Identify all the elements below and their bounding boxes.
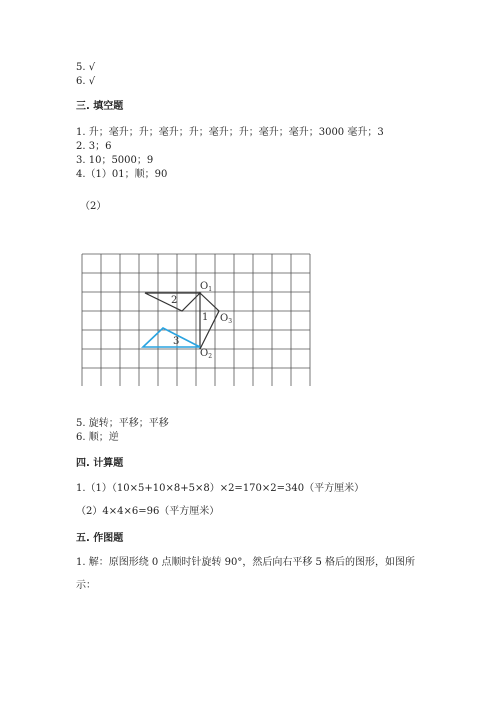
answer-line-fill-5: 5. 旋转；平移；平移 xyxy=(76,418,169,429)
answer-line-fill-4-part-2: （2） xyxy=(80,201,107,212)
answer-line-5: 5. √ xyxy=(76,62,96,73)
answer-line-fill-6: 6. 顺；逆 xyxy=(76,432,119,443)
shape-1-label: 1 xyxy=(202,312,209,323)
shape-3-outline xyxy=(143,328,200,347)
shape-2-label: 2 xyxy=(171,295,178,306)
section-heading-drawing: 五. 作图题 xyxy=(76,533,124,544)
answer-line-fill-2: 2. 3；6 xyxy=(76,141,112,152)
answer-line-fill-4: 4.（1）01；顺；90 xyxy=(76,169,168,180)
answer-line-calc-1: 1.（1）（10×5+10×8+5×8）×2=170×2=340（平方厘米） xyxy=(76,483,365,494)
grid-figure xyxy=(80,250,316,386)
shape-3-label: 3 xyxy=(173,336,180,347)
grid-lines xyxy=(82,254,310,386)
answer-line-draw-1-cont: 示： xyxy=(76,580,96,591)
answer-line-draw-1: 1. 解：原图形绕 0 点顺时针旋转 90°，然后向右平移 5 格后的图形，如图所 xyxy=(76,557,416,568)
point-o3-label: $O_3$ xyxy=(220,313,233,325)
answer-line-fill-1: 1. 升；毫升；升；毫升；升；毫升；升；毫升；毫升；3000 毫升；3 xyxy=(76,127,384,138)
answer-line-calc-2: （2）4×4×6=96（平方厘米） xyxy=(76,506,220,517)
section-heading-fill-blank: 三. 填空题 xyxy=(76,101,124,112)
section-heading-calculation: 四. 计算题 xyxy=(76,458,124,469)
point-o2-label: $O_2$ xyxy=(200,348,213,360)
answer-line-fill-3: 3. 10；5000；9 xyxy=(76,155,154,166)
point-o1-label: $O_1$ xyxy=(200,281,213,293)
answer-line-6: 6. √ xyxy=(76,76,96,87)
